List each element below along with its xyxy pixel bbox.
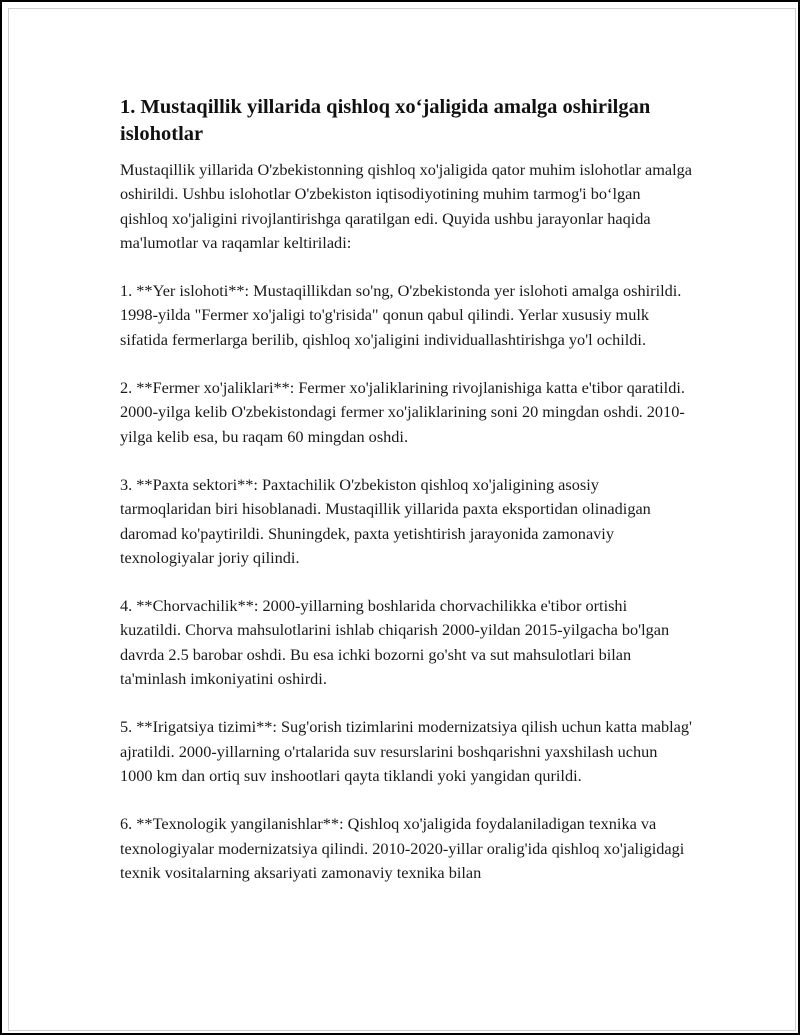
document-title: 1. Mustaqillik yillarida qishloq xo‘jaligida amalga oshirilgan islohotlar <box>120 96 651 145</box>
list-item-yer-islohoti: 1. **Yer islohoti**: Mustaqillikdan so'ng, O'zbekistonda yer islohoti amalga oshirildi. 1998-yilda "Fermer xo'jaligi to'g'risida" qonun qabul qilindi. Yerlar xususiy mulk sifatida fermerlarga berilib, qishloq xo'jaligini individuallashtirishga yo'l ochildi. <box>120 281 682 349</box>
list-item-irigatsiya-tizimi: 5. **Irigatsiya tizimi**: Sug'orish tizimlarini modernizatsiya qilish uchun katta mablag' ajratildi. 2000-yillarning o'rtalarida suv resurslarini boshqarishni yaxshilash uchun 1000 km dan ortiq suv inshootlari qayta tiklandi yoki yangidan qurildi. <box>120 717 692 785</box>
document-body <box>120 94 692 909</box>
list-item-paxta-sektori: 3. **Paxta sektori**: Paxtachilik O'zbekiston qishloq xo'jaligining asosiy tarmoqlaridan biri hisoblanadi. Mustaqillik yillarida paxta eksportidan olinadigan daromad ko'paytirildi. Shuningdek, paxta yetishtirish jarayonida zamonaviy texnologiyalar joriy qilindi. <box>120 474 651 567</box>
list-item-texnologik-yangilanishlar: 6. **Texnologik yangilanishlar**: Qishloq xo'jaligida foydalaniladigan texnika va texnologiyalar modernizatsiya qilindi. 2010-2020-yillar oralig'ida qishloq xo'jaligidagi texnik vositalarning aksariyati zamonaviy texnika bilan <box>120 814 685 882</box>
list-item-fermer-xojaliklari: 2. **Fermer xo'jaliklari**: Fermer xo'jaliklarining rivojlanishiga katta e'tibor qaratildi. 2000-yilga kelib O'zbekistondagi fermer xo'jaliklarining soni 20 mingdan oshdi. 2010-yilga kelib esa, bu raqam 60 mingdan oshdi. <box>120 378 685 446</box>
intro-paragraph: Mustaqillik yillarida O'zbekistonning qishloq xo'jaligida qator muhim islohotlar amalga oshirildi. Ushbu islohotlar O'zbekiston iqtisodiyotining muhim tarmog'i bo‘lgan qishloq xo'jaligini rivojlantirishga qaratilgan edi. Quyida ushbu jarayonlar haqida ma'lumotlar va raqamlar keltiriladi: <box>120 160 693 252</box>
list-item-chorvachilik: 4. **Chorvachilik**: 2000-yillarning boshlarida chorvachilikka e'tibor ortishi kuzatildi. Chorva mahsulotlarini ishlab chiqarish 2000-yildan 2015-yilgacha bo'lgan davrda 2.5 barobar oshdi. Bu esa ichki bozorni go'sht va sut mahsulotlari bilan ta'minlash imkoniyatini oshirdi. <box>120 596 670 689</box>
